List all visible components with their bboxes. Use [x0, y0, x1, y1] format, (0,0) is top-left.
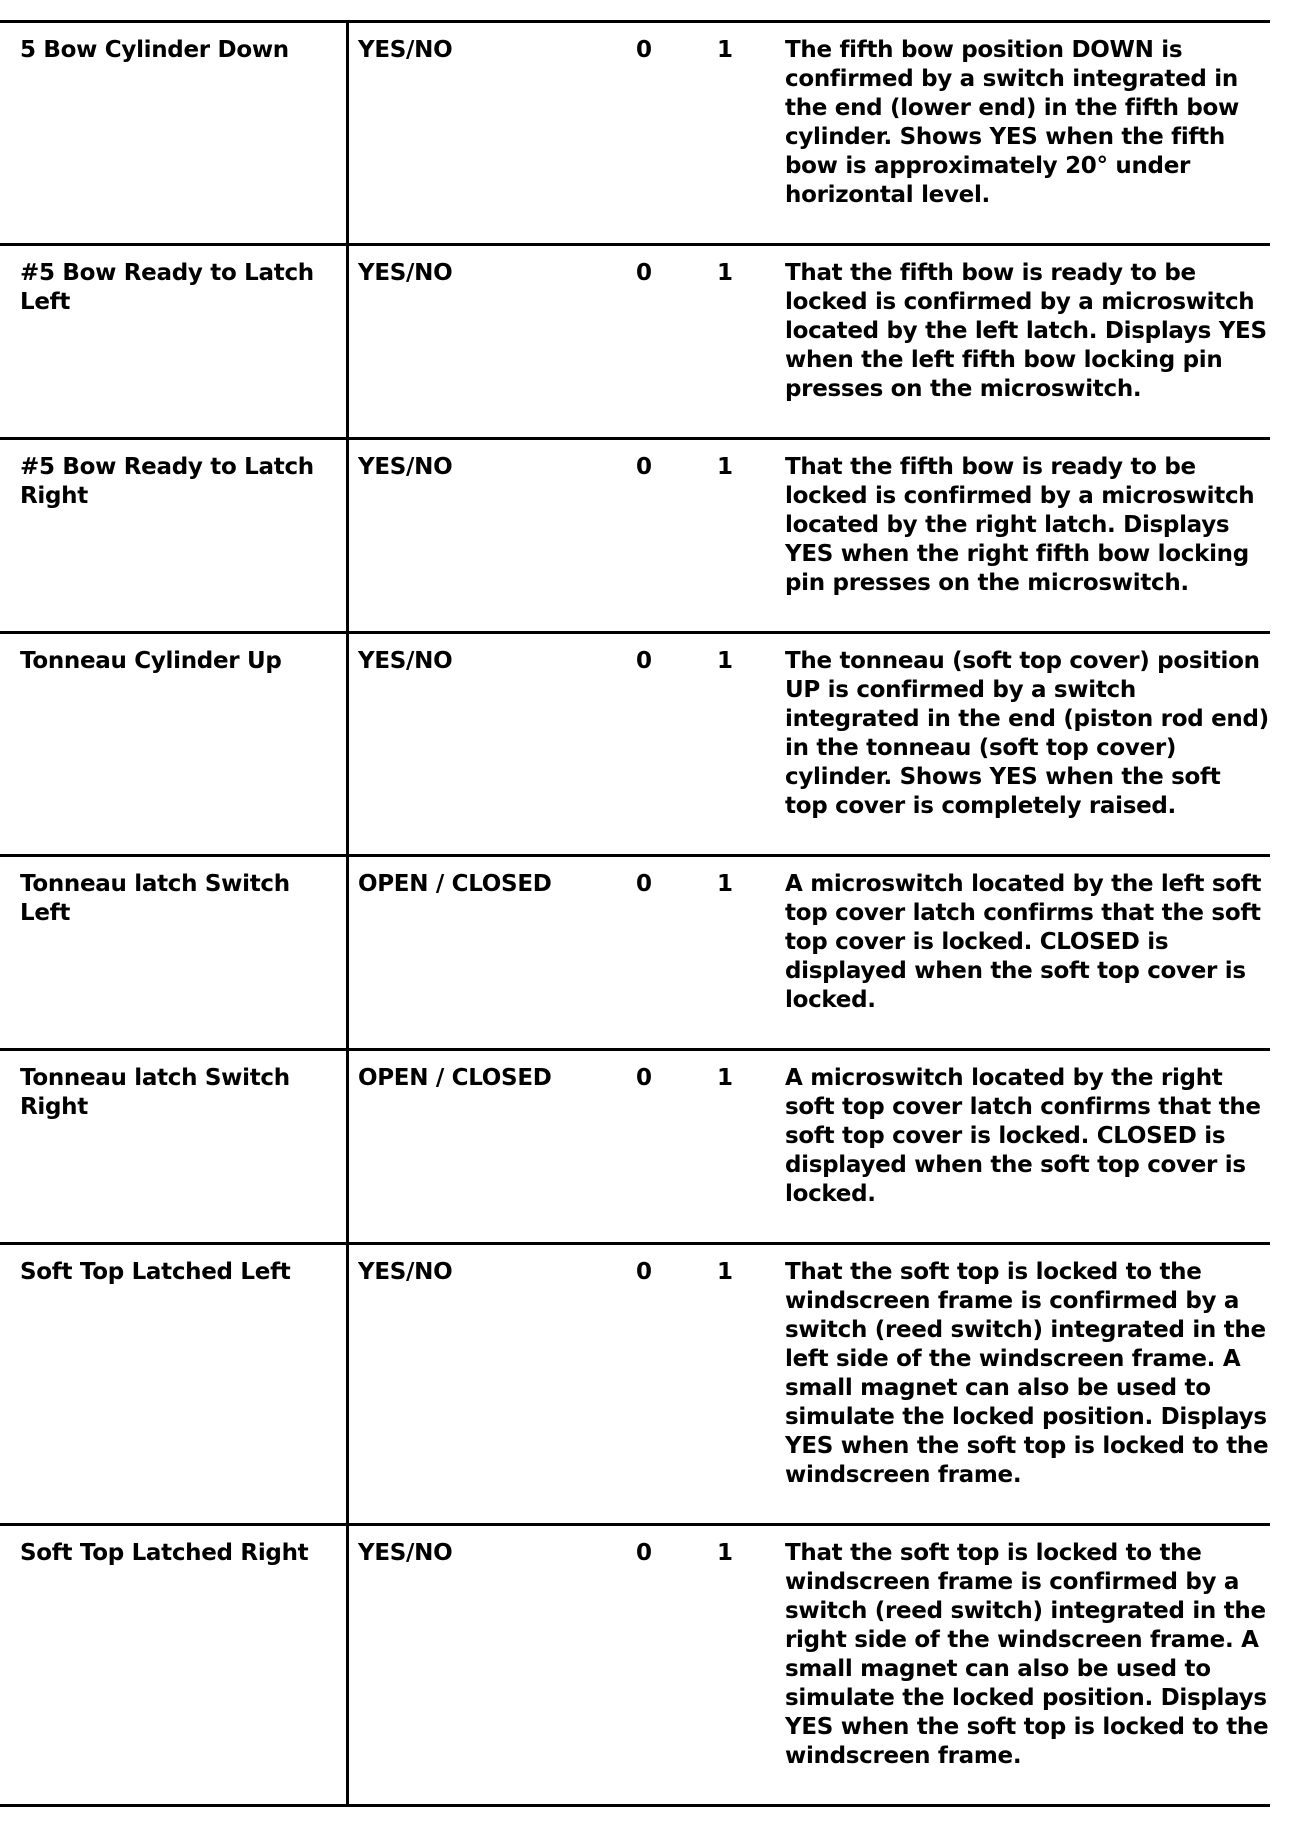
table-row — [0, 1051, 1270, 1245]
table-row — [0, 1526, 1270, 1807]
parameter-max: 1 — [717, 648, 733, 674]
parameter-type: YES/NO — [358, 260, 453, 286]
parameter-type: YES/NO — [358, 1259, 453, 1285]
table-row — [0, 440, 1270, 634]
parameter-type: YES/NO — [358, 648, 453, 674]
parameter-min: 0 — [636, 871, 652, 897]
parameter-min: 0 — [636, 648, 652, 674]
column-divider — [346, 634, 349, 854]
column-divider — [346, 857, 349, 1048]
column-divider — [346, 1051, 349, 1242]
parameter-description: A microswitch located by the left soft top cover latch confirms that the soft top cover is locked. CLOSED is displayed when the soft top cover is locked. — [785, 871, 1262, 1013]
table-row — [0, 246, 1270, 440]
parameter-description: A microswitch located by the right soft top cover latch confirms that the soft top cover is locked. CLOSED is displayed when the soft top cover is locked. — [785, 1065, 1261, 1207]
table-row — [0, 1245, 1270, 1526]
parameter-description: That the soft top is locked to the windscreen frame is confirmed by a switch (reed switch) integrated in the right side of the windscreen frame. A small magnet can also be used to simulate the locked position. Displays YES when the soft top is locked to the windscreen frame. — [785, 1540, 1269, 1769]
parameter-description: That the fifth bow is ready to be locked is confirmed by a microswitch located by the right latch. Displays YES when the right fifth bow locking pin presses on the microswitch. — [785, 454, 1255, 596]
parameter-description: The fifth bow position DOWN is confirmed by a switch integrated in the end (lower end) in the fifth bow cylinder. Shows YES when the fifth bow is approximately 20° under horizontal level. — [785, 37, 1239, 208]
parameter-max: 1 — [717, 260, 733, 286]
parameter-type: YES/NO — [358, 1540, 453, 1566]
column-divider — [346, 440, 349, 631]
parameter-min: 0 — [636, 1540, 652, 1566]
parameter-min: 0 — [636, 1259, 652, 1285]
parameter-min: 0 — [636, 260, 652, 286]
parameter-max: 1 — [717, 454, 733, 480]
column-divider — [346, 23, 349, 243]
table-row — [0, 23, 1270, 246]
parameter-name: Tonneau latch Switch Left — [20, 871, 290, 926]
parameter-name: 5 Bow Cylinder Down — [20, 37, 289, 63]
parameter-description: That the soft top is locked to the windscreen frame is confirmed by a switch (reed switch) integrated in the left side of the windscreen frame. A small magnet can also be used to simulate the locked position. Displays YES when the soft top is locked to the windscreen frame. — [785, 1259, 1269, 1488]
parameter-description: The tonneau (soft top cover) position UP is confirmed by a switch integrated in the end (piston rod end) in the tonneau (soft top cover) cylinder. Shows YES when the soft top cover is completely raised. — [785, 648, 1269, 819]
parameter-name: Soft Top Latched Left — [20, 1259, 291, 1285]
parameter-max: 1 — [717, 1259, 733, 1285]
parameter-min: 0 — [636, 1065, 652, 1091]
column-divider — [346, 1526, 349, 1804]
parameter-max: 1 — [717, 1540, 733, 1566]
parameter-name: Tonneau Cylinder Up — [20, 648, 282, 674]
parameter-type: OPEN / CLOSED — [358, 871, 552, 897]
parameter-type: YES/NO — [358, 37, 453, 63]
parameter-max: 1 — [717, 871, 733, 897]
parameter-type: YES/NO — [358, 454, 453, 480]
table-row — [0, 634, 1270, 857]
parameter-type: OPEN / CLOSED — [358, 1065, 552, 1091]
column-divider — [346, 1245, 349, 1523]
parameter-name: Tonneau latch Switch Right — [20, 1065, 290, 1120]
table-row — [0, 857, 1270, 1051]
parameter-min: 0 — [636, 37, 652, 63]
parameter-max: 1 — [717, 37, 733, 63]
column-divider — [346, 246, 349, 437]
parameter-name: #5 Bow Ready to Latch Left — [20, 260, 314, 315]
parameter-name: #5 Bow Ready to Latch Right — [20, 454, 314, 509]
parameter-min: 0 — [636, 454, 652, 480]
parameter-name: Soft Top Latched Right — [20, 1540, 309, 1566]
parameter-max: 1 — [717, 1065, 733, 1091]
parameter-description: That the fifth bow is ready to be locked is confirmed by a microswitch located by the left latch. Displays YES when the left fifth bow locking pin presses on the microswitch. — [785, 260, 1267, 402]
parameter-table — [0, 20, 1270, 1807]
